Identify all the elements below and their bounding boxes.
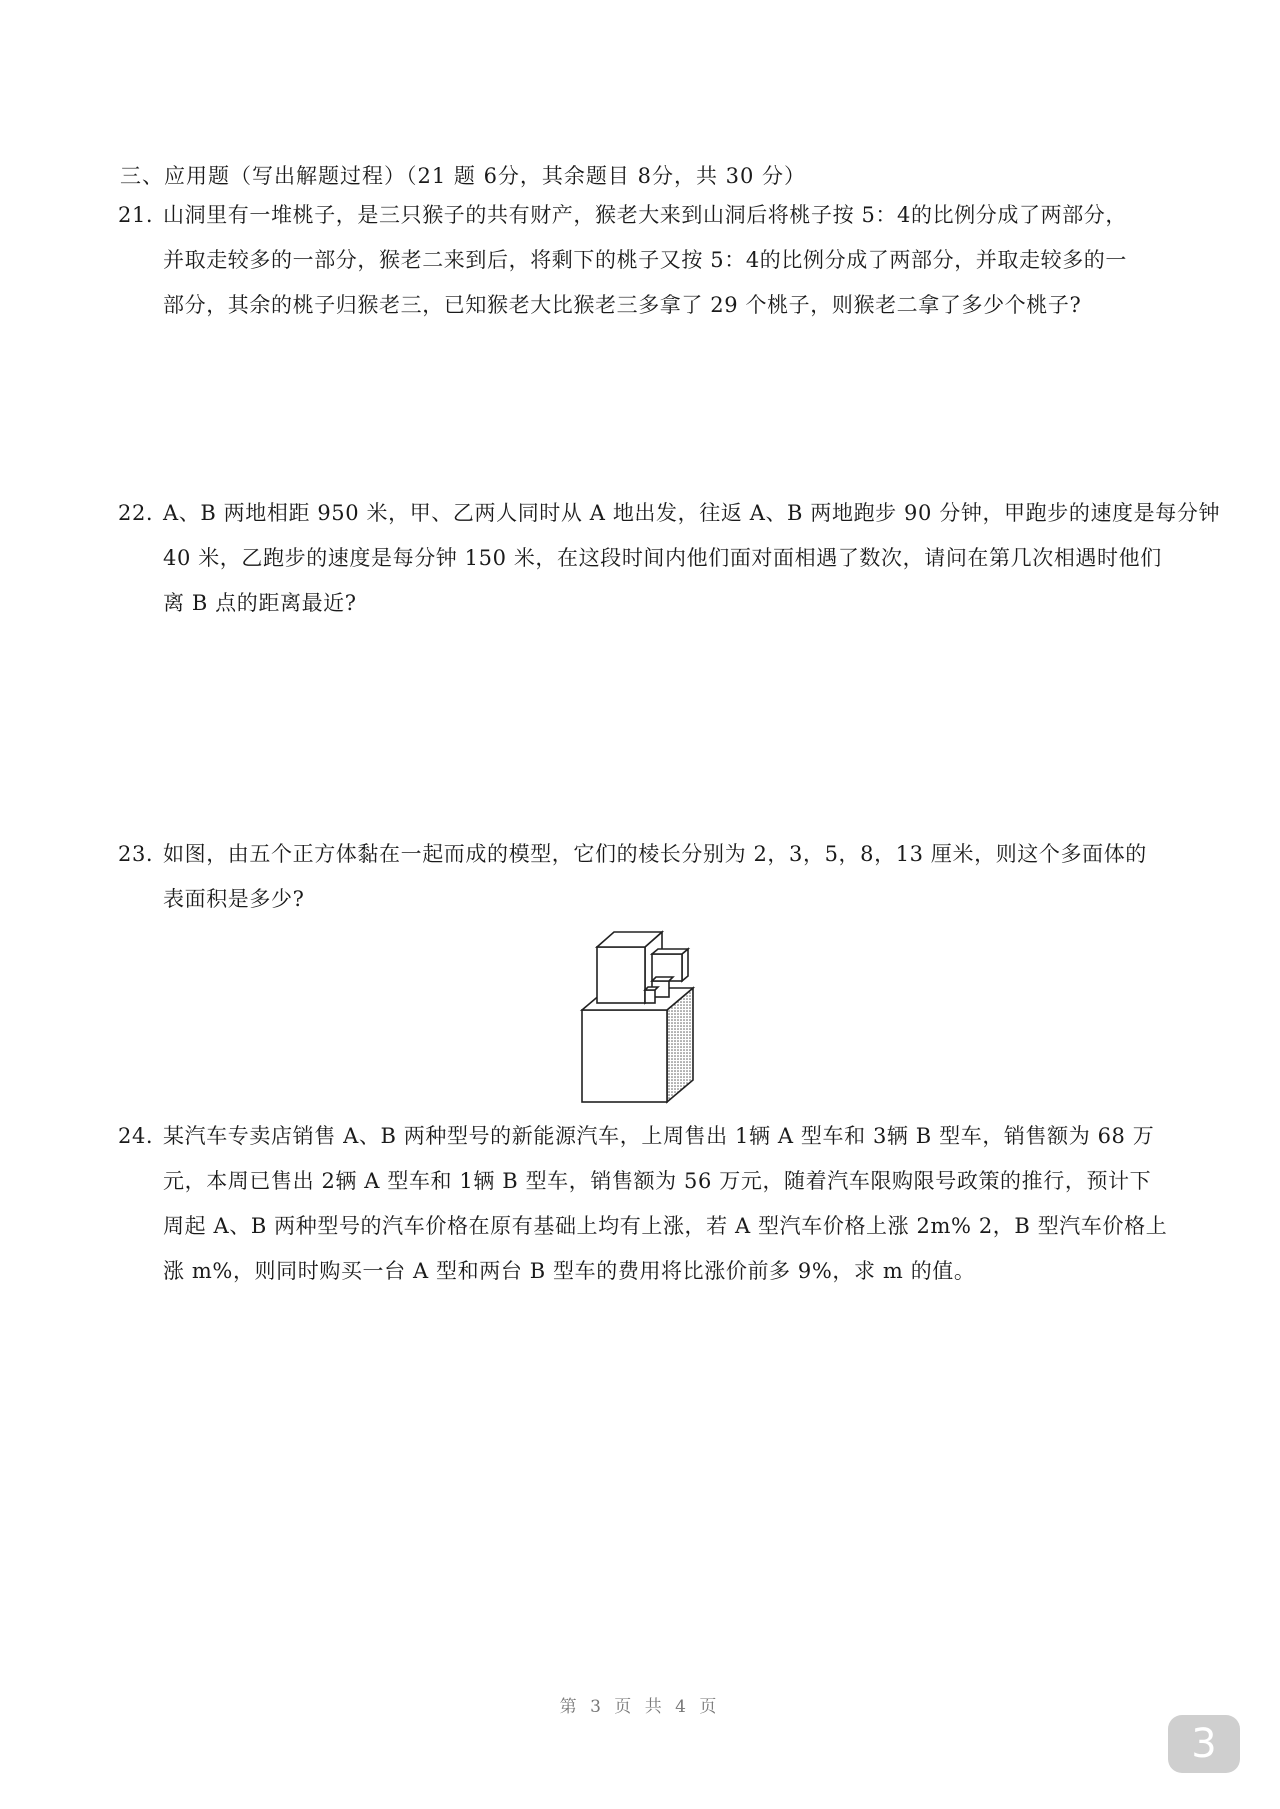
question-text: 并取走较多的一部分，猴老二来到后，将剩下的桃子又按 5：4的比例分成了两部分，并取走较多的一 [163,248,1127,272]
question-text: 40 米，乙跑步的速度是每分钟 150 米，在这段时间内他们面对面相遇了数次，请问在第几次相遇时他们 [163,546,1162,570]
question-text: 周起 A、B 两种型号的汽车价格在原有基础上均有上涨，若 A 型汽车价格上涨 2m% 2，B 型汽车价格上 [163,1214,1168,1238]
question-text: 表面积是多少? [163,887,305,911]
cube-stack-figure [575,926,715,1104]
question-line [118,1120,1168,1165]
question-text: 某汽车专卖店销售 A、B 两种型号的新能源汽车，上周售出 1辆 A 型车和 3辆 B 型车，销售额为 68 万 [163,1124,1155,1148]
smallest-cube-front-face [645,990,655,1003]
page-number-badge[interactable]: 3 [1168,1715,1240,1773]
question-22 [118,497,1221,632]
question-text: A、B 两地相距 950 米，甲、乙两人同时从 A 地出发，往返 A、B 两地跑步 90 分钟，甲跑步的速度是每分钟 [163,501,1221,525]
question-number: 24. [118,1124,154,1148]
large-cube-front-face [582,1010,667,1102]
section-title: 三、应用题（写出解题过程）（21 题 6分，其余题目 8分，共 30 分） [120,164,807,188]
question-text: 山洞里有一堆桃子，是三只猴子的共有财产，猴老大来到山洞后将桃子按 5：4的比例分成了两部分， [163,203,1127,227]
smallest-cube-top-face [645,987,658,990]
question-text: 部分，其余的桃子归猴老三，已知猴老大比猴老三多拿了 29 个桃子，则猴老二拿了多少个桃子? [163,293,1082,317]
question-text: 如图，由五个正方体黏在一起而成的模型，它们的棱长分别为 2，3，5，8，13 厘米，则这个多面体的 [163,842,1147,866]
small-cube-top-face [652,949,688,954]
question-23 [118,838,1168,928]
question-number: 21. [118,203,154,227]
question-21 [118,199,1168,334]
question-text: 涨 m%，则同时购买一台 A 型和两台 B 型车的费用将比涨价前多 9%，求 m 的值。 [163,1259,976,1283]
medium-cube-front-face [597,947,645,1003]
question-number: 23. [118,842,154,866]
question-number: 22. [118,501,154,525]
question-line [118,199,1168,244]
page-footer: 第 3 页 共 4 页 [559,1697,721,1717]
question-line [118,497,1221,542]
question-24 [118,1120,1168,1300]
tiny-cube-top-face [652,977,673,981]
question-line [118,838,1168,883]
question-text: 元，本周已售出 2辆 A 型车和 1辆 B 型车，销售额为 56 万元，随着汽车限购限号政策的推行，预计下 [163,1169,1152,1193]
question-text: 离 B 点的距离最近? [163,591,357,615]
